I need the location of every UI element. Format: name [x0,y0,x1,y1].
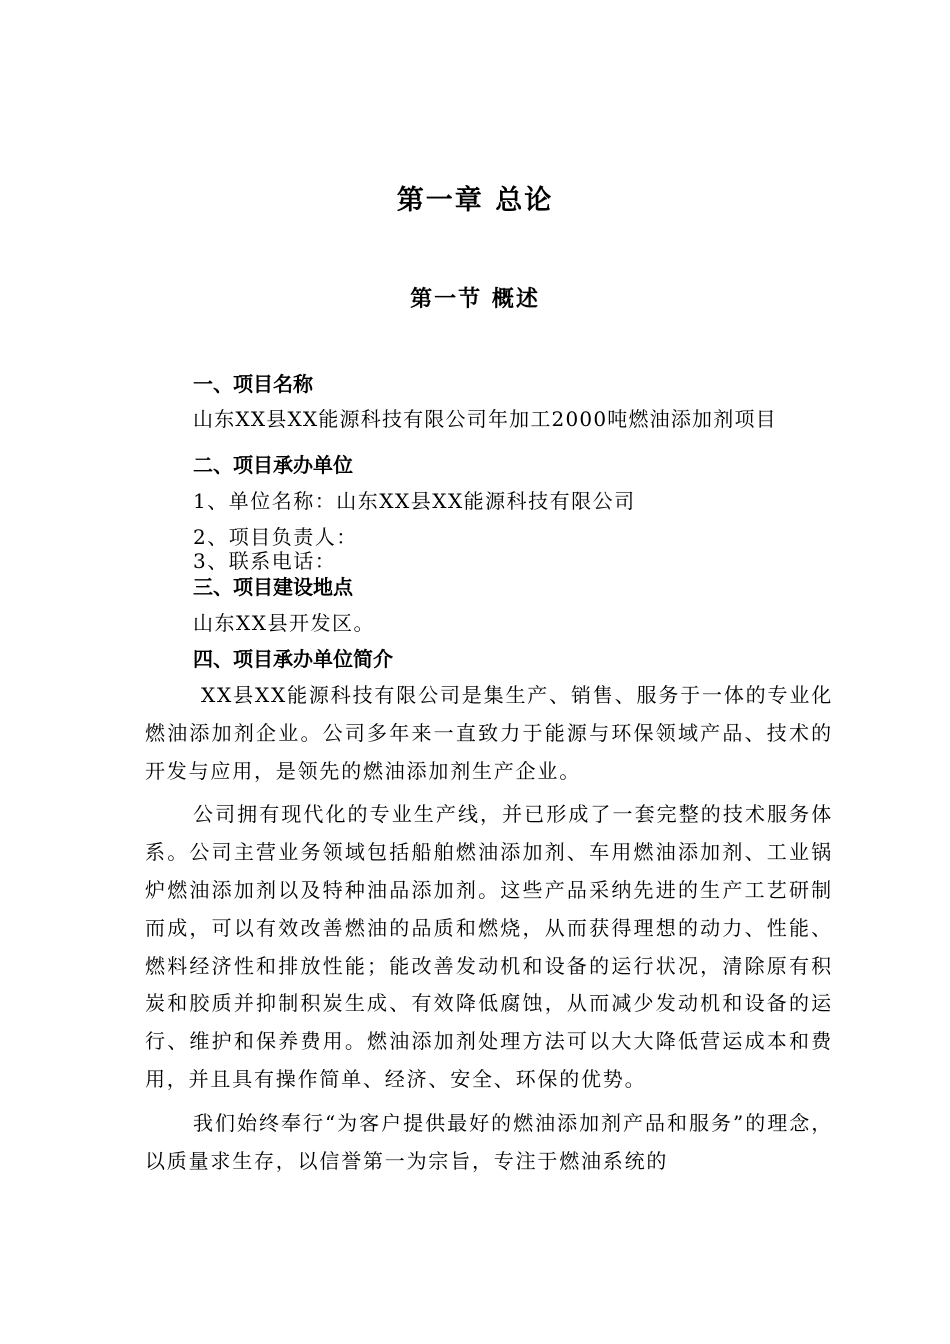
responsible-person-line: 2、项目负责人： [193,525,358,549]
phone-line: 3、联系电话： [193,549,337,573]
heading-location: 三、项目建设地点 [193,575,353,599]
heading-undertaking-unit: 二、项目承办单位 [193,453,353,477]
chapter-title: 第一章 总论 [396,185,554,216]
project-name-text: 山东XX县XX能源科技有限公司年加工2000吨燃油添加剂项目 [193,407,777,431]
heading-project-name: 一、项目名称 [193,372,313,396]
profile-paragraph-3: 我们始终奉行“为客户提供最好的燃油添加剂产品和服务”的理念，以质量求生存，以信誉第一为宗旨，专注于燃油系统的 [145,1110,833,1173]
location-text: 山东XX县开发区。 [193,611,375,635]
document-body [145,366,833,1180]
heading-profile: 四、项目承办单位简介 [193,647,393,671]
profile-paragraph-1: XX县XX能源科技有限公司是集生产、销售、服务于一体的专业化燃油添加剂企业。公司多年来一直致力于能源与环保领域产品、技术的开发与应用，是领先的燃油添加剂生产企业。 [145,683,833,783]
profile-paragraph-2: 公司拥有现代化的专业生产线，并已形成了一套完整的技术服务体系。公司主营业务领域包括船舶燃油添加剂、车用燃油添加剂、工业锅炉燃油添加剂以及特种油品添加剂。这些产品采纳先进的生产工艺研制而成，可以有效改善燃油的品质和燃烧，从而获得理想的动力、性能、燃料经济性和排放性能；能改善发动机和设备的运行状况，清除原有积炭和胶质并抑制积炭生成、有效降低腐蚀，从而减少发动机和设备的运行、维护和保养费用。燃油添加剂处理方法可以大大降低营运成本和费用，并且具有操作简单、经济、安全、环保的优势。 [145,802,833,1091]
unit-name-line: 1、单位名称：山东XX县XX能源科技有限公司 [193,489,636,513]
section-title: 第一节 概述 [410,286,540,312]
